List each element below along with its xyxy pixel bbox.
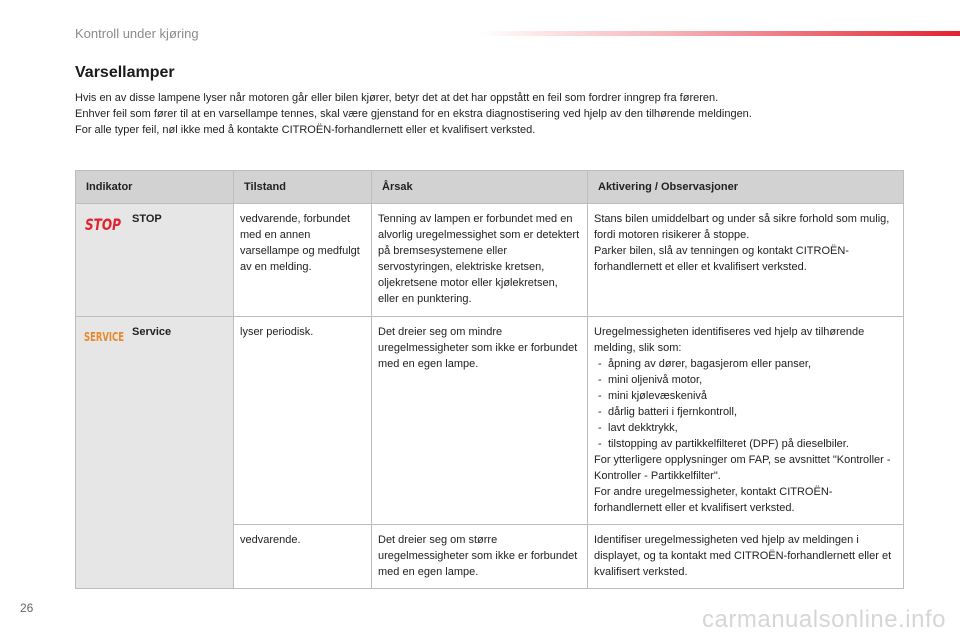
action-text: Uregelmessigheten identifiseres ved hjelp av tilhørende melding, slik som: (594, 326, 865, 354)
warning-lamps-table (75, 170, 904, 589)
list-item: - mini kjølevæskenivå (594, 388, 897, 404)
stop-warning-icon (82, 211, 130, 240)
intro-line: For alle typer feil, nøl ikke med å kontakte CITROËN-forhandlernett eller et kvalifisert verksted. (75, 124, 536, 136)
cause-cell-stop: Tenning av lampen er forbundet med en alvorlig uregelmessighet som er detektert på bremsesystemene eller servostyringen, elektriske kretsen, oljekretsene motor eller kjølekretsen, eller en punktering. (372, 204, 588, 317)
state-cell-service-permanent: vedvarende. (234, 525, 372, 589)
intro-text (75, 90, 935, 138)
list-item: - mini oljenivå motor, (594, 372, 897, 388)
state-cell-stop: vedvarende, forbundet med en annen varsellampe og medfulgt av en melding. (234, 204, 372, 317)
table-header-row (76, 171, 904, 204)
list-item: - lavt dekktrykk, (594, 420, 897, 436)
list-item: - åpning av dører, bagasjerom eller panser, (594, 356, 897, 372)
cause-cell-service-periodic: Det dreier seg om mindre uregelmessigheter som ikke er forbundet med en egen lampe. (372, 317, 588, 525)
action-cell-service-permanent: Identifiser uregelmessigheten ved hjelp av meldingen i displayet, og ta kontakt med CITROËN-forhandlernett eller et kvalifisert verksted. (588, 525, 904, 589)
watermark: carmanualsonline.info (702, 606, 946, 633)
list-item: - dårlig batteri i fjernkontroll, (594, 404, 897, 420)
indicator-label-service: Service (132, 326, 172, 338)
state-cell-service-periodic: lyser periodisk. (234, 317, 372, 525)
action-text: Parker bilen, slå av tenningen og kontakt CITROËN-forhandlernett et eller et kvalifisert verksted. (594, 245, 849, 273)
svg-text:STOP: STOP (85, 215, 122, 234)
indicator-cell-stop (76, 204, 234, 317)
section-title: Varsellamper (75, 64, 175, 81)
table-row-stop (76, 204, 904, 317)
action-cell-service-periodic (588, 317, 904, 525)
list-item: - tilstopping av partikkelfilteret (DPF) på dieselbiler. (594, 436, 897, 452)
action-text: Stans bilen umiddelbart og under så sikre forhold som mulig, fordi motoren risikerer å stoppe. (594, 213, 890, 241)
indicator-cell-service (76, 317, 234, 589)
svg-text:SERVICE: SERVICE (84, 330, 124, 344)
column-header-arsak: Årsak (372, 171, 588, 204)
header-accent-bar (480, 31, 960, 36)
column-header-indikator: Indikator (76, 171, 234, 204)
column-header-tilstand: Tilstand (234, 171, 372, 204)
table-row-service-periodic (76, 317, 904, 525)
intro-line: Hvis en av disse lampene lyser når motoren går eller bilen kjører, betyr det at det har oppstått en feil som fordrer inngrep fra føreren. (75, 92, 719, 104)
indicator-label-stop: STOP (132, 213, 162, 225)
intro-line: Enhver feil som fører til at en varsellampe tennes, skal være gjenstand for en ekstra diagnostisering ved hjelp av den tilhørende meldingen. (75, 108, 752, 120)
page-number: 26 (20, 601, 34, 615)
service-warning-icon (82, 324, 130, 349)
column-header-aktivering: Aktivering / Observasjoner (588, 171, 904, 204)
fault-message-list (594, 356, 897, 452)
action-text: For andre uregelmessigheter, kontakt CITROËN-forhandlernett eller et kvalifisert verksted. (594, 486, 833, 514)
action-text: For ytterligere opplysninger om FAP, se avsnittet "Kontroller - Kontroller - Partikkelfilter". (594, 454, 891, 482)
cause-cell-service-permanent: Det dreier seg om større uregelmessigheter som ikke er forbundet med en egen lampe. (372, 525, 588, 589)
action-cell-stop (588, 204, 904, 317)
chapter-title: Kontroll under kjøring (75, 26, 199, 41)
